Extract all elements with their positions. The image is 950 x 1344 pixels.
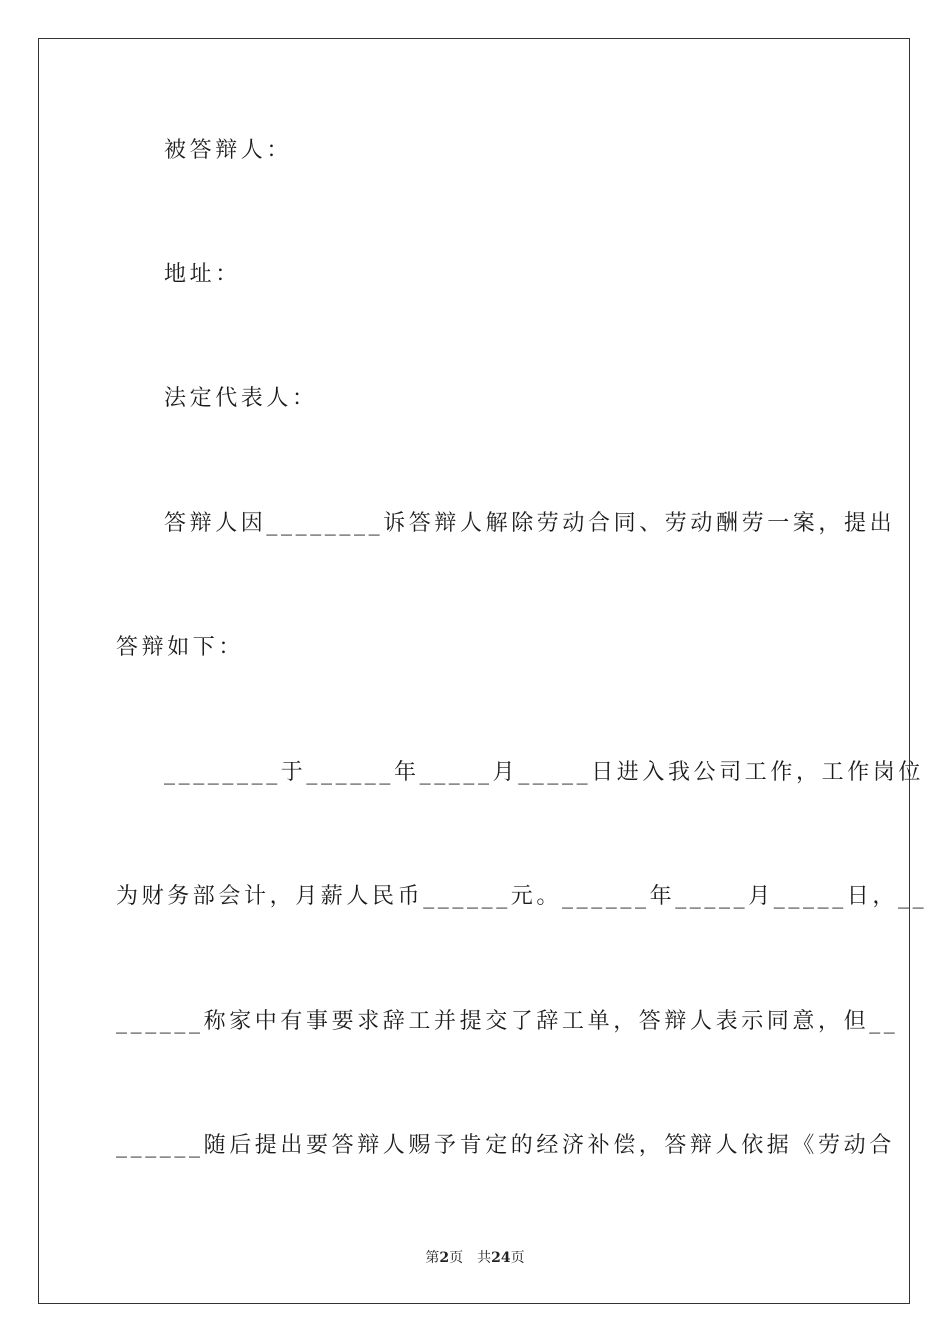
footer-page-suffix: 页 xyxy=(449,1250,464,1266)
page-footer xyxy=(0,1247,950,1267)
footer-total-prefix: 共 xyxy=(477,1250,492,1266)
respondent-label: 被答辩人： xyxy=(164,138,293,163)
page-frame xyxy=(38,38,910,1304)
body-line-1: 答辩人因________诉答辩人解除劳动合同、劳动酬劳一案，提出 xyxy=(164,511,896,536)
body-line-2: 答辩如下： xyxy=(116,635,245,660)
footer-page-prefix: 第 xyxy=(425,1250,440,1266)
footer-total-suffix: 页 xyxy=(510,1250,525,1266)
address-label: 地址： xyxy=(164,262,241,287)
body-line-5: ______称家中有事要求辞工并提交了辞工单，答辩人表示同意，但__ xyxy=(116,1009,899,1034)
footer-page-number: 2 xyxy=(439,1250,450,1266)
body-line-4: 为财务部会计，月薪人民币______元。______年_____月_____日，__ xyxy=(116,884,928,909)
body-line-6: ______随后提出要答辩人赐予肯定的经济补偿，答辩人依据《劳动合 xyxy=(116,1133,895,1158)
legal-representative-label: 法定代表人： xyxy=(164,386,318,411)
footer-total-pages: 24 xyxy=(491,1250,511,1266)
body-line-3: ________于______年_____月_____日进入我公司工作，工作岗位 xyxy=(164,760,925,785)
